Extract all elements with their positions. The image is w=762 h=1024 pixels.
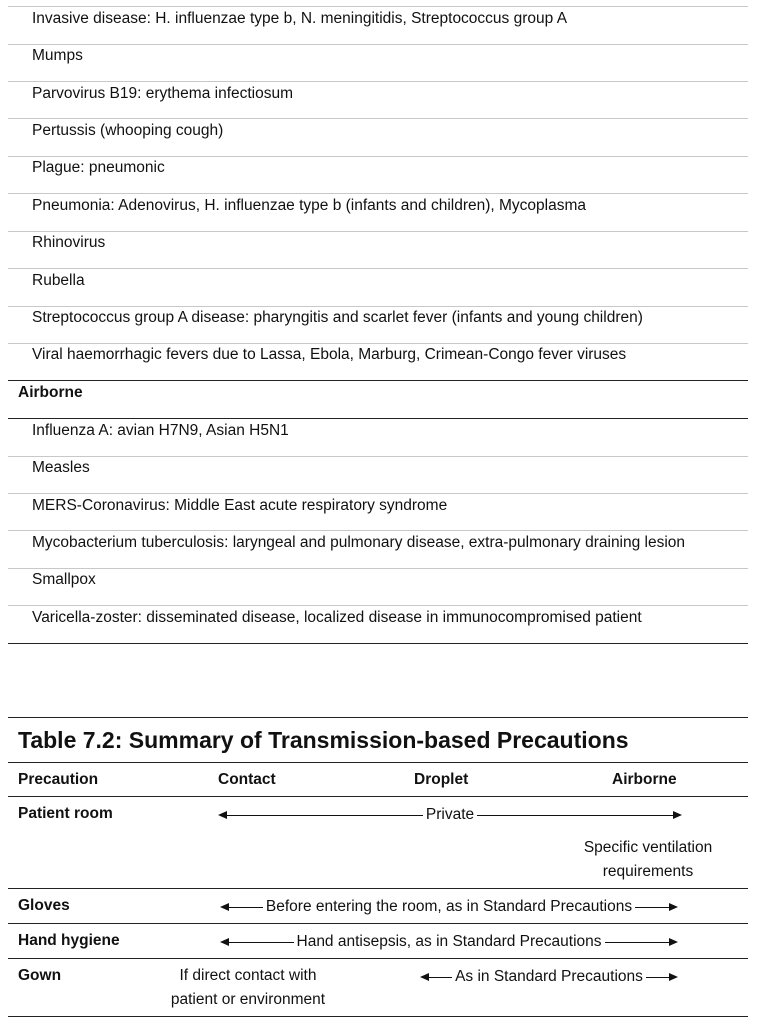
header-top-rule [8, 762, 748, 763]
row-divider [8, 958, 748, 959]
list-item: Rhinovirus [32, 234, 106, 251]
list-item: Pneumonia: Adenovirus, H. influenzae type b (infants and children), Mycoplasma [32, 197, 586, 214]
span-label-private: Private [425, 806, 475, 823]
arrow-right-icon [669, 973, 678, 981]
row-divider [8, 456, 748, 457]
column-header-droplet: Droplet [414, 771, 469, 788]
gown-contact-text: If direct contact with patient or environment [170, 967, 326, 1008]
span-arrow-gloves [220, 897, 678, 917]
arrow-right-icon [673, 811, 682, 819]
arrow-line [229, 942, 294, 943]
arrow-line [227, 815, 423, 816]
column-header-contact: Contact [218, 771, 276, 788]
row-divider [8, 118, 748, 119]
arrow-line [646, 977, 669, 978]
row-divider [8, 343, 748, 344]
span-label-gloves: Before entering the room, as in Standard Precautions [265, 898, 633, 915]
list-item: Influenza A: avian H7N9, Asian H5N1 [32, 422, 289, 439]
list-item: Smallpox [32, 571, 96, 588]
arrow-left-icon [218, 811, 227, 819]
list-item: Measles [32, 459, 90, 476]
arrow-line [605, 942, 670, 943]
table-top-rule [8, 717, 748, 718]
row-divider [8, 923, 748, 924]
row-label-gloves: Gloves [18, 897, 70, 914]
arrow-line [229, 907, 263, 908]
arrow-right-icon [669, 903, 678, 911]
span-arrow-gown [420, 967, 678, 987]
span-label-hand-hygiene: Hand antisepsis, as in Standard Precautions [296, 933, 602, 950]
column-header-airborne: Airborne [612, 771, 677, 788]
list-item: Pertussis (whooping cough) [32, 122, 224, 139]
list-item: Varicella-zoster: disseminated disease, localized disease in immunocompromised patient [32, 609, 642, 626]
list-item: Rubella [32, 272, 85, 289]
row-divider [8, 193, 748, 194]
list-item: Invasive disease: H. influenzae type b, N. meningitidis, Streptococcus group A [32, 10, 568, 27]
row-divider [8, 44, 748, 45]
row-label-hand-hygiene: Hand hygiene [18, 932, 120, 949]
row-divider [8, 306, 748, 307]
row-divider [8, 81, 748, 82]
row-divider [8, 888, 748, 889]
airborne-heading: Airborne [18, 384, 83, 401]
row-divider [8, 156, 748, 157]
arrow-left-icon [220, 938, 229, 946]
row-divider [8, 568, 748, 569]
list-item: Plague: pneumonic [32, 159, 165, 176]
row-divider [8, 530, 748, 531]
section-divider [8, 418, 748, 419]
table-bottom-rule [8, 1016, 748, 1017]
list-item: Streptococcus group A disease: pharyngitis and scarlet fever (infants and young children) [32, 309, 643, 326]
row-divider [8, 268, 748, 269]
row-divider [8, 231, 748, 232]
span-arrow-hand-hygiene [220, 932, 678, 952]
column-header-precaution: Precaution [18, 771, 99, 788]
airborne-ventilation-note: Specific ventilation requirements [583, 839, 713, 880]
span-label-gown: As in Standard Precautions [455, 968, 643, 985]
table-title: Table 7.2: Summary of Transmission-based Precautions [18, 727, 629, 753]
row-label-patient-room: Patient room [18, 805, 113, 822]
list-item: Viral haemorrhagic fevers due to Lassa, Ebola, Marburg, Crimean-Congo fever viruses [32, 346, 627, 363]
list-item: MERS-Coronavirus: Middle East acute respiratory syndrome [32, 497, 448, 514]
span-arrow-private [218, 805, 682, 825]
list-item: Parvovirus B19: erythema infectiosum [32, 85, 294, 102]
list-item: Mumps [32, 47, 83, 64]
row-divider [8, 605, 748, 606]
arrow-line [429, 977, 452, 978]
arrow-left-icon [420, 973, 429, 981]
table-bottom-rule [8, 643, 748, 644]
header-bottom-rule [8, 796, 748, 797]
row-divider [8, 493, 748, 494]
arrow-right-icon [669, 938, 678, 946]
row-divider [8, 6, 748, 7]
row-label-gown: Gown [18, 967, 62, 984]
arrow-left-icon [220, 903, 229, 911]
list-item: Mycobacterium tuberculosis: laryngeal and pulmonary disease, extra-pulmonary draining lesion [32, 534, 686, 551]
arrow-line [477, 815, 673, 816]
arrow-line [635, 907, 669, 908]
section-divider [8, 380, 748, 381]
